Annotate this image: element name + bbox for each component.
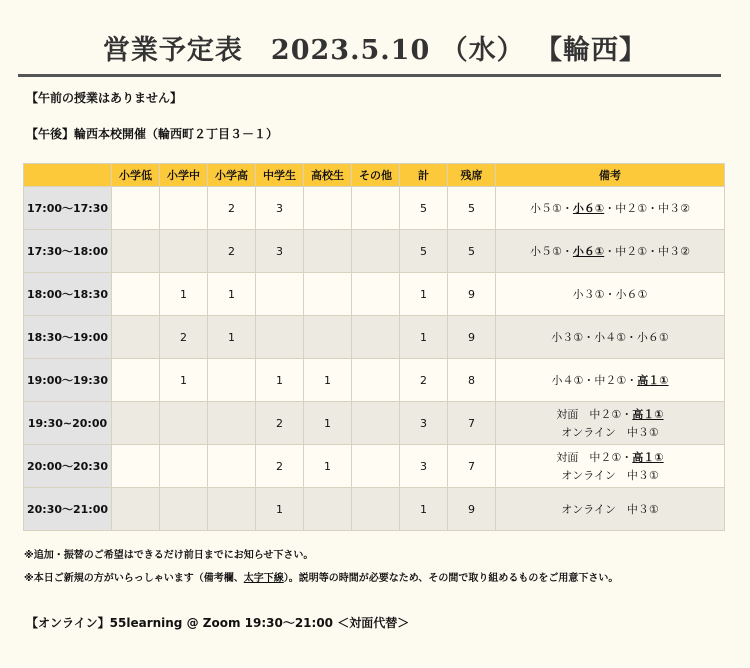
count-cell: 1: [256, 359, 304, 402]
count-cell: 2: [256, 445, 304, 488]
count-cell: 2: [208, 230, 256, 273]
count-cell: [160, 488, 208, 531]
count-cell: [208, 402, 256, 445]
note-advance-notice: ※追加・振替のご希望はできるだけ前日までにお知らせ下さい。: [24, 550, 314, 561]
count-cell: 2: [208, 187, 256, 230]
count-cell: 1: [400, 488, 448, 531]
remarks-text: オンライン 中３①: [561, 469, 659, 482]
table-row: [24, 316, 725, 359]
count-cell: 1: [256, 488, 304, 531]
count-cell: 1: [304, 402, 352, 445]
remarks-line: [496, 243, 724, 259]
remarks-text: 小３①・小４①・小６①: [551, 331, 669, 344]
table-row: [24, 230, 725, 273]
header-cell: 備考: [496, 164, 725, 187]
remarks-line: [496, 449, 724, 465]
remarks-line: [496, 286, 724, 302]
count-cell: 1: [160, 359, 208, 402]
remarks-line: [496, 329, 724, 345]
online-session-info: 【オンライン】55learning @ Zoom 19:30〜21:00 ＜対面代替＞: [26, 616, 410, 630]
header-cell: 小学中: [160, 164, 208, 187]
count-cell: [208, 359, 256, 402]
count-cell: 1: [304, 445, 352, 488]
count-cell: 7: [448, 402, 496, 445]
count-cell: 1: [160, 273, 208, 316]
remarks-text: オンライン 中３①: [561, 426, 659, 439]
count-cell: [352, 230, 400, 273]
count-cell: [352, 445, 400, 488]
count-cell: 5: [400, 230, 448, 273]
remarks-new-student: 高１①: [632, 451, 664, 464]
count-cell: [112, 402, 160, 445]
time-slot-cell: 17:00〜17:30: [24, 187, 112, 230]
header-cell: その他: [352, 164, 400, 187]
count-cell: 2: [256, 402, 304, 445]
remarks-cell: [496, 187, 725, 230]
schedule-table: [23, 163, 725, 531]
count-cell: 5: [448, 230, 496, 273]
count-cell: 3: [256, 230, 304, 273]
remarks-cell: [496, 488, 725, 531]
header-cell: 小学高: [208, 164, 256, 187]
table-header-row: [24, 164, 725, 187]
table-row: [24, 488, 725, 531]
time-slot-cell: 18:00〜18:30: [24, 273, 112, 316]
remarks-line: [496, 467, 724, 483]
page-title: 営業予定表 2023.5.10 （水） 【輪西】: [102, 35, 648, 66]
count-cell: 5: [400, 187, 448, 230]
time-slot-cell: 18:30〜19:00: [24, 316, 112, 359]
afternoon-heading: 【午後】輪西本校開催（輪西町２丁目３－１）: [26, 127, 279, 141]
time-slot-cell: 19:30~20:00: [24, 402, 112, 445]
remarks-text: オンライン 中３①: [561, 503, 659, 516]
count-cell: 1: [208, 273, 256, 316]
header-cell: 残席: [448, 164, 496, 187]
count-cell: [160, 230, 208, 273]
count-cell: [112, 445, 160, 488]
count-cell: [304, 230, 352, 273]
remarks-line: [496, 372, 724, 388]
table-row: [24, 402, 725, 445]
count-cell: [304, 316, 352, 359]
remarks-line: [496, 424, 724, 440]
header-cell: 小学低: [112, 164, 160, 187]
header-cell: 高校生: [304, 164, 352, 187]
count-cell: 9: [448, 316, 496, 359]
remarks-new-student: 小６①: [572, 202, 605, 215]
remarks-cell: [496, 402, 725, 445]
remarks-cell: [496, 273, 725, 316]
count-cell: 1: [304, 359, 352, 402]
count-cell: 3: [256, 187, 304, 230]
time-slot-cell: 17:30〜18:00: [24, 230, 112, 273]
count-cell: [160, 445, 208, 488]
note-new-students: [24, 569, 618, 584]
remarks-cell: [496, 316, 725, 359]
remarks-cell: [496, 445, 725, 488]
count-cell: [112, 359, 160, 402]
remarks-line: [496, 200, 724, 216]
remarks-text: 対面 中２①・: [556, 451, 633, 464]
note-underline-text: 太字下線: [243, 573, 284, 584]
header-cell: 計: [400, 164, 448, 187]
count-cell: [352, 402, 400, 445]
count-cell: 8: [448, 359, 496, 402]
remarks-text: 小５①・: [530, 202, 573, 215]
count-cell: [208, 445, 256, 488]
count-cell: 1: [400, 316, 448, 359]
count-cell: [304, 187, 352, 230]
count-cell: 3: [400, 445, 448, 488]
count-cell: [160, 187, 208, 230]
title-divider: [18, 74, 721, 77]
remarks-text: 小４①・中２①・: [551, 374, 638, 387]
remarks-new-student: 高１①: [637, 374, 669, 387]
count-cell: [352, 273, 400, 316]
count-cell: 9: [448, 273, 496, 316]
count-cell: [256, 316, 304, 359]
remarks-cell: [496, 359, 725, 402]
count-cell: 2: [160, 316, 208, 359]
morning-notice: 【午前の授業はありません】: [26, 91, 183, 105]
count-cell: [352, 316, 400, 359]
header-cell: [24, 164, 112, 187]
count-cell: [208, 488, 256, 531]
remarks-text: ・中２①・中３②: [604, 245, 690, 258]
time-slot-cell: 20:00〜20:30: [24, 445, 112, 488]
count-cell: 5: [448, 187, 496, 230]
table-row: [24, 273, 725, 316]
count-cell: [304, 273, 352, 316]
note-text: ）。説明等の時間が必要なため、その間で取り組めるものをご用意下さい。: [283, 573, 619, 584]
remarks-text: 小５①・: [530, 245, 573, 258]
remarks-text: ・中２①・中３②: [604, 202, 690, 215]
table-row: [24, 187, 725, 230]
count-cell: [112, 273, 160, 316]
count-cell: 3: [400, 402, 448, 445]
count-cell: [256, 273, 304, 316]
remarks-cell: [496, 230, 725, 273]
remarks-text: 小３①・小６①: [572, 288, 648, 301]
count-cell: [352, 488, 400, 531]
remarks-new-student: 小６①: [572, 245, 605, 258]
count-cell: [304, 488, 352, 531]
count-cell: [160, 402, 208, 445]
remarks-text: 対面 中２①・: [556, 408, 633, 421]
count-cell: [112, 230, 160, 273]
count-cell: 1: [400, 273, 448, 316]
count-cell: [352, 359, 400, 402]
count-cell: 1: [208, 316, 256, 359]
count-cell: [352, 187, 400, 230]
remarks-line: [496, 501, 724, 517]
count-cell: 9: [448, 488, 496, 531]
count-cell: [112, 316, 160, 359]
table-row: [24, 445, 725, 488]
time-slot-cell: 19:00〜19:30: [24, 359, 112, 402]
count-cell: 7: [448, 445, 496, 488]
count-cell: 2: [400, 359, 448, 402]
table-row: [24, 359, 725, 402]
note-text: ※本日ご新規の方がいらっしゃいます（備考欄、: [24, 573, 244, 584]
remarks-line: [496, 406, 724, 422]
remarks-new-student: 高１①: [632, 408, 664, 421]
time-slot-cell: 20:30〜21:00: [24, 488, 112, 531]
header-cell: 中学生: [256, 164, 304, 187]
count-cell: [112, 488, 160, 531]
count-cell: [112, 187, 160, 230]
